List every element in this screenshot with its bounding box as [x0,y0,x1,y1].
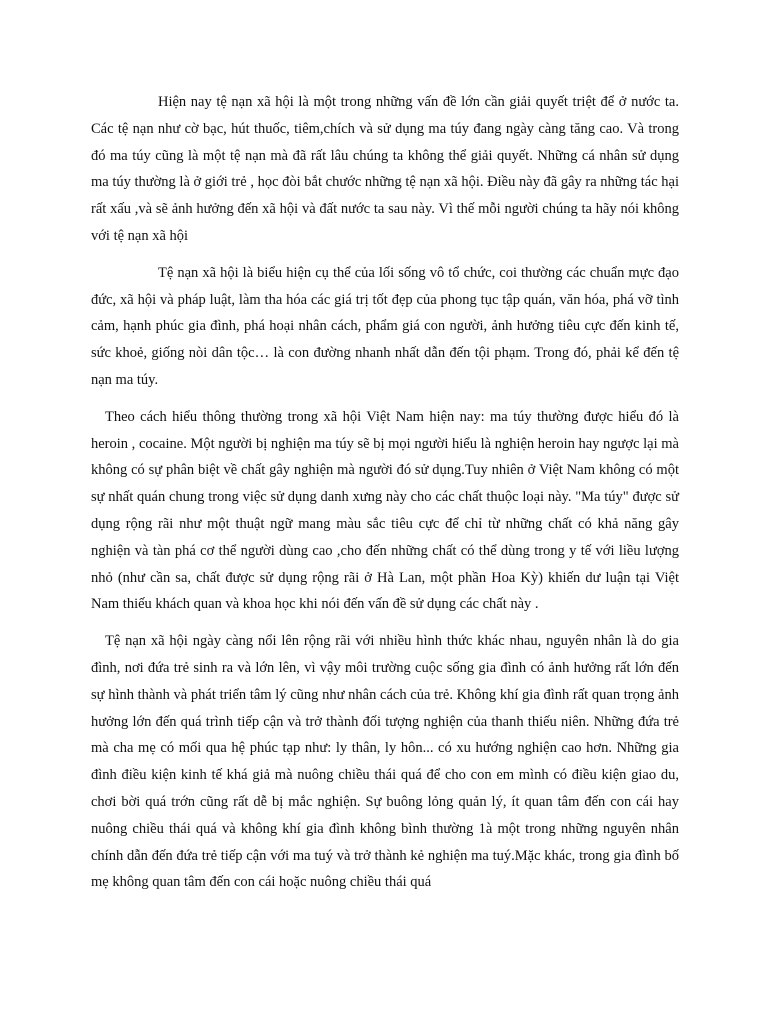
paragraph-drug-understanding: Theo cách hiểu thông thường trong xã hội Việt Nam hiện nay: ma túy thường được hiểu đó là heroin , cocaine. Một người bị nghiện ma túy sẽ bị mọi người hiểu là nghiện heroin hay ngược lại mà không có sự phân biệt về chất gây nghiện mà người đó sử dụng.Tuy nhiên ở Việt Nam không có một sự nhất quán chung trong việc sử dụng danh xưng này cho các chất thuộc loại này. "Ma túy" được sử dụng rộng rãi như một thuật ngữ mang màu sắc tiêu cực để chỉ từ những chất có khả năng gây nghiện và tàn phá cơ thể người dùng cao ,cho đến những chất có thể dùng trong y tế với liều lượng nhỏ (như cần sa, chất được sử dụng rộng rãi ở Hà Lan, một phần Hoa Kỳ) khiến dư luận tại Việt Nam thiếu khách quan và khoa học khi nói đến vấn đề sử dụng các chất này . [91,408,679,613]
paragraph-intro: Hiện nay tệ nạn xã hội là một trong những vấn đề lớn cần giải quyết triệt để ở nước ta. Các tệ nạn như cờ bạc, hút thuốc, tiêm,chích và sử dụng ma túy đang ngày càng tăng cao. Và trong đó ma túy cũng là một tệ nạn mà đã rất lâu chúng ta không thể giải quyết. Những cá nhân sử dụng ma túy thường là ở giới trẻ , học đòi bắt chước những tệ nạn xã hội. Điều này đã gây ra những tác hại rất xấu ,và sẽ ảnh hưởng đến xã hội và đất nước ta sau này. Vì thế mỗi người chúng ta hãy nói không với tệ nạn xã hội [91,94,679,244]
document-page [91,89,679,896]
paragraph-definition: Tệ nạn xã hội là biểu hiện cụ thể của lối sống vô tổ chức, coi thường các chuẩn mực đạo đức, xã hội và pháp luật, làm tha hóa các giá trị tốt đẹp của phong tục tập quán, văn hóa, phá vỡ tình cảm, hạnh phúc gia đình, phá hoại nhân cách, phẩm giá con người, ảnh hưởng tiêu cực đến kinh tế, sức khoẻ, giống nòi dân tộc… là con đường nhanh nhất dẫn đến tội phạm. Trong đó, phải kể đến tệ nạn ma túy. [91,264,679,388]
paragraph-causes: Tệ nạn xã hội ngày càng nổi lên rộng rãi với nhiều hình thức khác nhau, nguyên nhân là do gia đình, nơi đứa trẻ sinh ra và lớn lên, vì vậy môi trường cuộc sống gia đình có ảnh hưởng rất lớn đến sự hình thành và phát triển tâm lý cũng như nhân cách của trẻ. Không khí gia đình rất quan trọng ảnh hưởng lớn đến quá trình tiếp cận và trở thành đối tượng nghiện của thanh thiếu niên. Những đứa trẻ mà cha mẹ có mối qua hệ phúc tạp như: ly thân, ly hôn... có xu hướng nghiện cao hơn. Những gia đình điều kiện kinh tế khá giả mà nuông chiều thái quá để cho con em mình có điều kiện giao du, chơi bời quá trớn cũng rất dễ bị mắc nghiện. Sự buông lỏng quản lý, ít quan tâm đến con cái hay nuông chiều thái quá và không khí gia đình không bình thường 1à một trong những nguyên nhân chính dẫn đến đứa trẻ tiếp cận với ma tuý và trở thành kẻ nghiện ma tuý.Mặc khác, trong gia đình bố mẹ không quan tâm đến con cái hoặc nuông chiều thái quá [91,633,679,891]
